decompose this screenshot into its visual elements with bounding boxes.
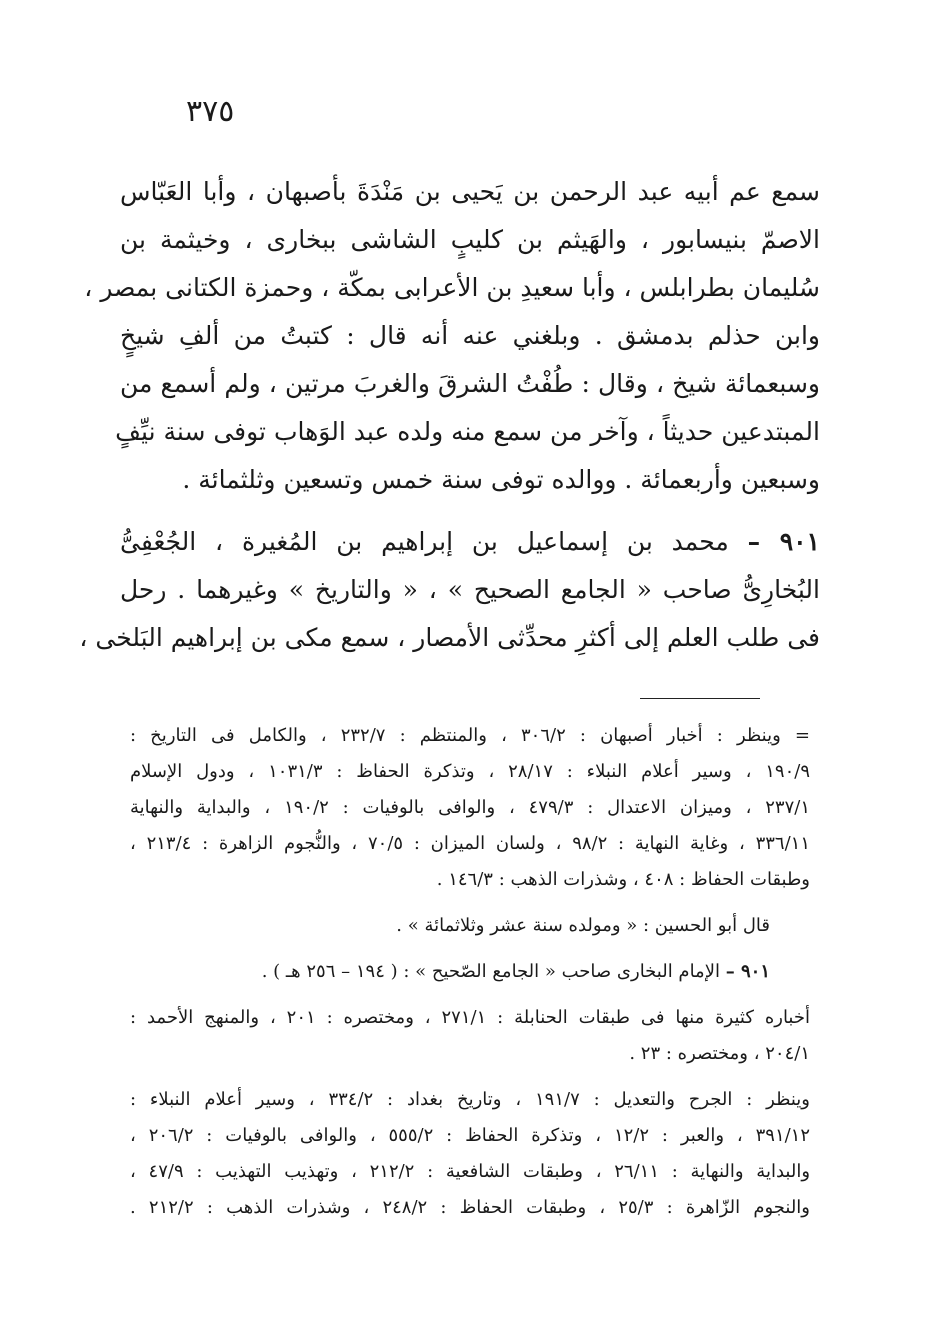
body-line: سمع عم أبيه عبد الرحمن بن يَحيى بن مَنْدَةَ بأصبهان ، وأبا العَبّاس — [120, 177, 820, 206]
entry-line: فى طلب العلم إلى أكثرِ محدِّثى الأمصار ، سمع مكى بن إبراهيم البَلخى ، — [79, 623, 820, 652]
footnote-line: والبداية والنهاية : ٢٦/١١ ، وطبقات الشافعية : ٢١٢/٢ ، وتهذيب التهذيب : ٤٧/٩ ، — [130, 1161, 811, 1182]
footnote-quote: قال أبو الحسين : « ومولده سنة عشر وثلاثمائة » . — [396, 915, 770, 936]
footnotes — [130, 718, 810, 1226]
body-line: سُليمان بطرابلس ، وأبا سعيدِ بن الأعرابى بمكّة ، وحمزة الكتانى بمصر ، — [84, 273, 820, 302]
footnote-line: ١٩٠/٩ ، وسير أعلام النبلاء : ٢٨/١٧ ، وتذكرة الحفاظ : ١٠٣١/٣ ، ودول الإسلام — [130, 761, 810, 782]
body-line: وسبعمائة شيخ ، وقال : طُفْتُ الشرقَ والغربَ مرتين ، ولم أسمع من — [120, 369, 820, 398]
footnote-line: ٢٣٧/١ ، وميزان الاعتدال : ٤٧٩/٣ ، والوافى بالوفيات : ١٩٠/٢ ، والبداية والنهاية — [130, 797, 811, 818]
footnote-901-heading — [130, 954, 810, 990]
footnote-line: ٣٣٦/١١ ، وغاية النهاية : ٩٨/٢ ، ولسان الميزان : ٧٠/٥ ، والنُّجوم الزاهرة : ٢١٣/٤ ، — [130, 833, 810, 854]
footnote-901-number: ٩٠١ – — [725, 961, 770, 982]
footnote-line: وطبقات الحفاظ : ٤٠٨ ، وشذرات الذهب : ١٤٦/٣ . — [436, 869, 810, 890]
footnote-line: ٣٩١/١٢ ، والعبر : ١٢/٢ ، وتذكرة الحفاظ : ٥٥٥/٢ ، والوافى بالوفيات : ٢٠٦/٢ ، — [130, 1125, 811, 1146]
entry-heading-line — [120, 518, 820, 566]
footnote-line: وينظر : الجرح والتعديل : ١٩١/٧ ، وتاريخ بغداد : ٣٣٤/٢ ، وسير أعلام النبلاء : — [130, 1089, 810, 1110]
footnote-901-title: الإمام البخارى صاحب « الجامع الصّحيح » : ( ١٩٤ – ٢٥٦ هـ ) . — [261, 961, 720, 982]
footnote-line: والنجوم الزّاهرة : ٢٥/٣ ، وطبقات الحفاظ : ٢٤٨/٢ ، وشذرات الذهب : ٢١٢/٢ . — [130, 1197, 810, 1218]
entry-name: محمد بن إسماعيل بن إبراهيم بن المُغيرة ، الجُعْفِىُّ — [120, 527, 729, 556]
main-text — [79, 168, 820, 662]
body-line: وسبعين وأربعمائة . ووالده توفى سنة خمس وتسعين وثلثمائة . — [182, 465, 820, 494]
body-line: وابن حذلم بدمشق . وبلغني عنه أنه قال : كتبتُ من ألفِ شيخٍ — [120, 321, 820, 350]
body-line: المبتدعين حديثاً ، وآخر من سمع منه ولده عبد الوَهاب توفى سنة نيِّفٍ — [115, 417, 820, 446]
body-line: الاصمّ بنيسابور ، والهَيثم بن كليبٍ الشاشى ببخارى ، وخيثمة بن — [120, 225, 820, 254]
entry-number: ٩٠١ – — [747, 527, 820, 556]
footnote-separator — [640, 698, 760, 699]
page-number: ٣٧٥ — [186, 94, 235, 129]
footnote-line: ٢٠٤/١ ، ومختصره : ٢٣ . — [629, 1043, 810, 1064]
footnote-line: = وينظر : أخبار أصبهان : ٣٠٦/٢ ، والمنتظم : ٢٣٢/٧ ، والكامل فى التاريخ : — [130, 725, 810, 746]
footnote-line: أخباره كثيرة منها فى طبقات الحنابلة : ٢٧١/١ ، ومختصره : ٢٠١ ، والمنهج الأحمد : — [130, 1007, 810, 1028]
entry-line: البُخارِىُّ صاحب « الجامع الصحيح » ، « والتاريخ » وغيرهما . رحل — [120, 575, 820, 604]
